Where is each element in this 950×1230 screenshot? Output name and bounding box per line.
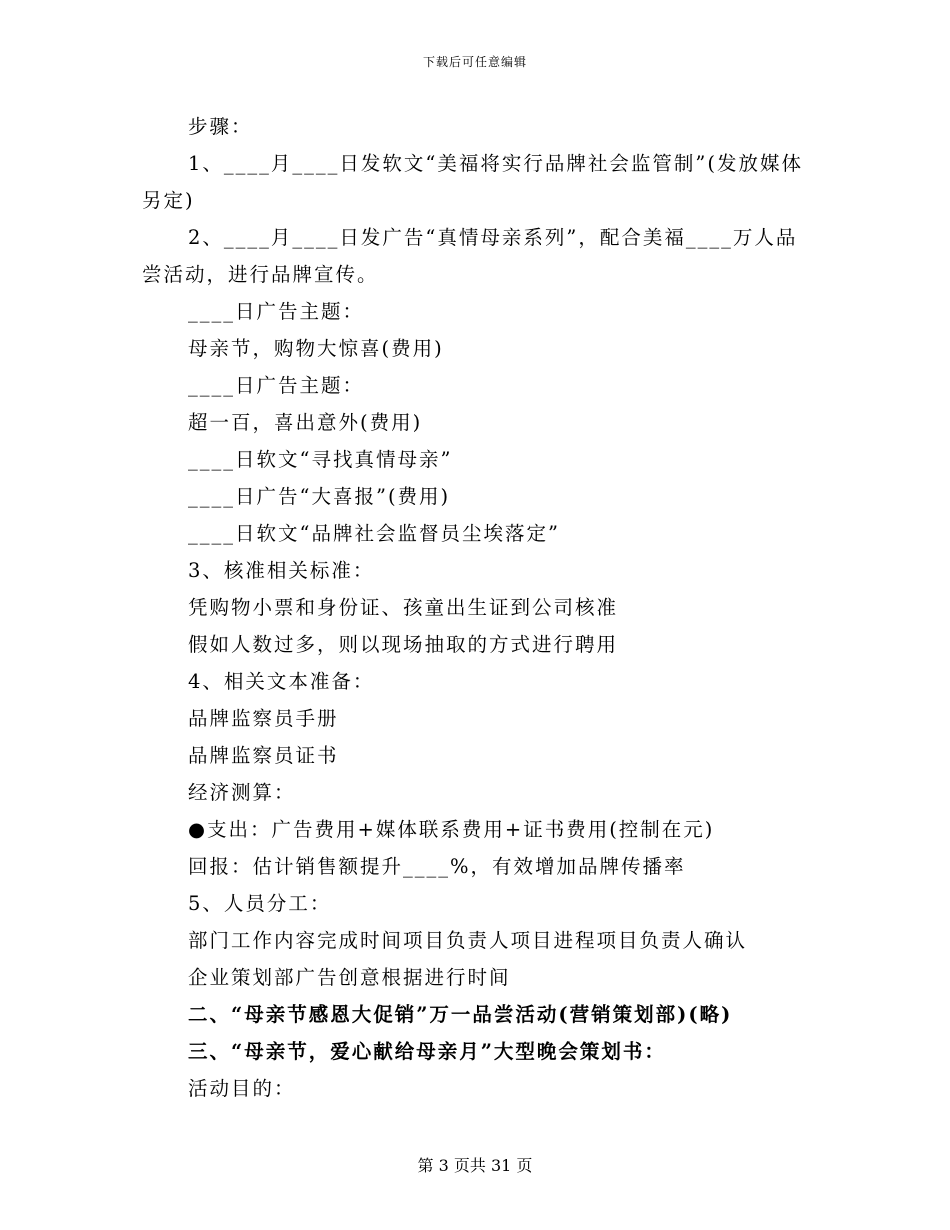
return-line: 回报：估计销售额提升____%，有效增加品牌传播率 bbox=[188, 855, 686, 878]
ad-theme-2-label: ____日广告主题： bbox=[188, 374, 365, 397]
step-5-heading: 5、人员分工： bbox=[188, 892, 332, 915]
document-item-2: 品牌监察员证书 bbox=[188, 744, 339, 767]
document-body bbox=[142, 108, 810, 1107]
standard-line-2: 假如人数过多，则以现场抽取的方式进行聘用 bbox=[188, 633, 619, 656]
staff-table-row: 企业策划部广告创意根据进行时间 bbox=[188, 966, 511, 989]
section-2-heading: 二、“母亲节感恩大促销”万一品尝活动(营销策划部)(略) bbox=[188, 1003, 733, 1026]
step-1-paragraph: 1、____月____日发软文“美福将实行品牌社会监管制”(发放媒体另定) bbox=[142, 152, 803, 212]
expense-line: ●支出：广告费用+媒体联系费用+证书费用(控制在元) bbox=[188, 818, 715, 841]
staff-table-header: 部门工作内容完成时间项目负责人项目进程项目负责人确认 bbox=[188, 929, 748, 952]
step-4-heading: 4、相关文本准备： bbox=[188, 670, 375, 693]
page-footer: 第 3 页共 31 页 bbox=[417, 1156, 533, 1175]
budget-heading: 经济测算： bbox=[188, 781, 296, 804]
soft-article-1: ____日软文“寻找真情母亲” bbox=[188, 448, 453, 471]
page-header: 下载后可任意编辑 bbox=[422, 55, 527, 69]
ad-theme-2-text: 超一百，喜出意外(费用) bbox=[188, 411, 423, 434]
activity-purpose-label: 活动目的： bbox=[188, 1077, 296, 1100]
document-item-1: 品牌监察员手册 bbox=[188, 707, 339, 730]
standard-line-1: 凭购物小票和身份证、孩童出生证到公司核准 bbox=[188, 596, 619, 619]
step-3-heading: 3、核准相关标准： bbox=[188, 559, 375, 582]
step-2-paragraph: 2、____月____日发广告“真情母亲系列”，配合美福____万人品尝活动，进行品牌宣传。 bbox=[142, 226, 798, 286]
section-3-heading: 三、“母亲节，爱心献给母亲月”大型晚会策划书： bbox=[188, 1040, 666, 1063]
ad-theme-1-text: 母亲节，购物大惊喜(费用) bbox=[188, 337, 444, 360]
steps-heading: 步骤： bbox=[188, 115, 253, 138]
soft-article-2: ____日软文“品牌社会监督员尘埃落定” bbox=[188, 522, 560, 545]
ad-theme-1-label: ____日广告主题： bbox=[188, 300, 365, 323]
ad-big-news: ____日广告“大喜报”(费用) bbox=[188, 485, 451, 508]
